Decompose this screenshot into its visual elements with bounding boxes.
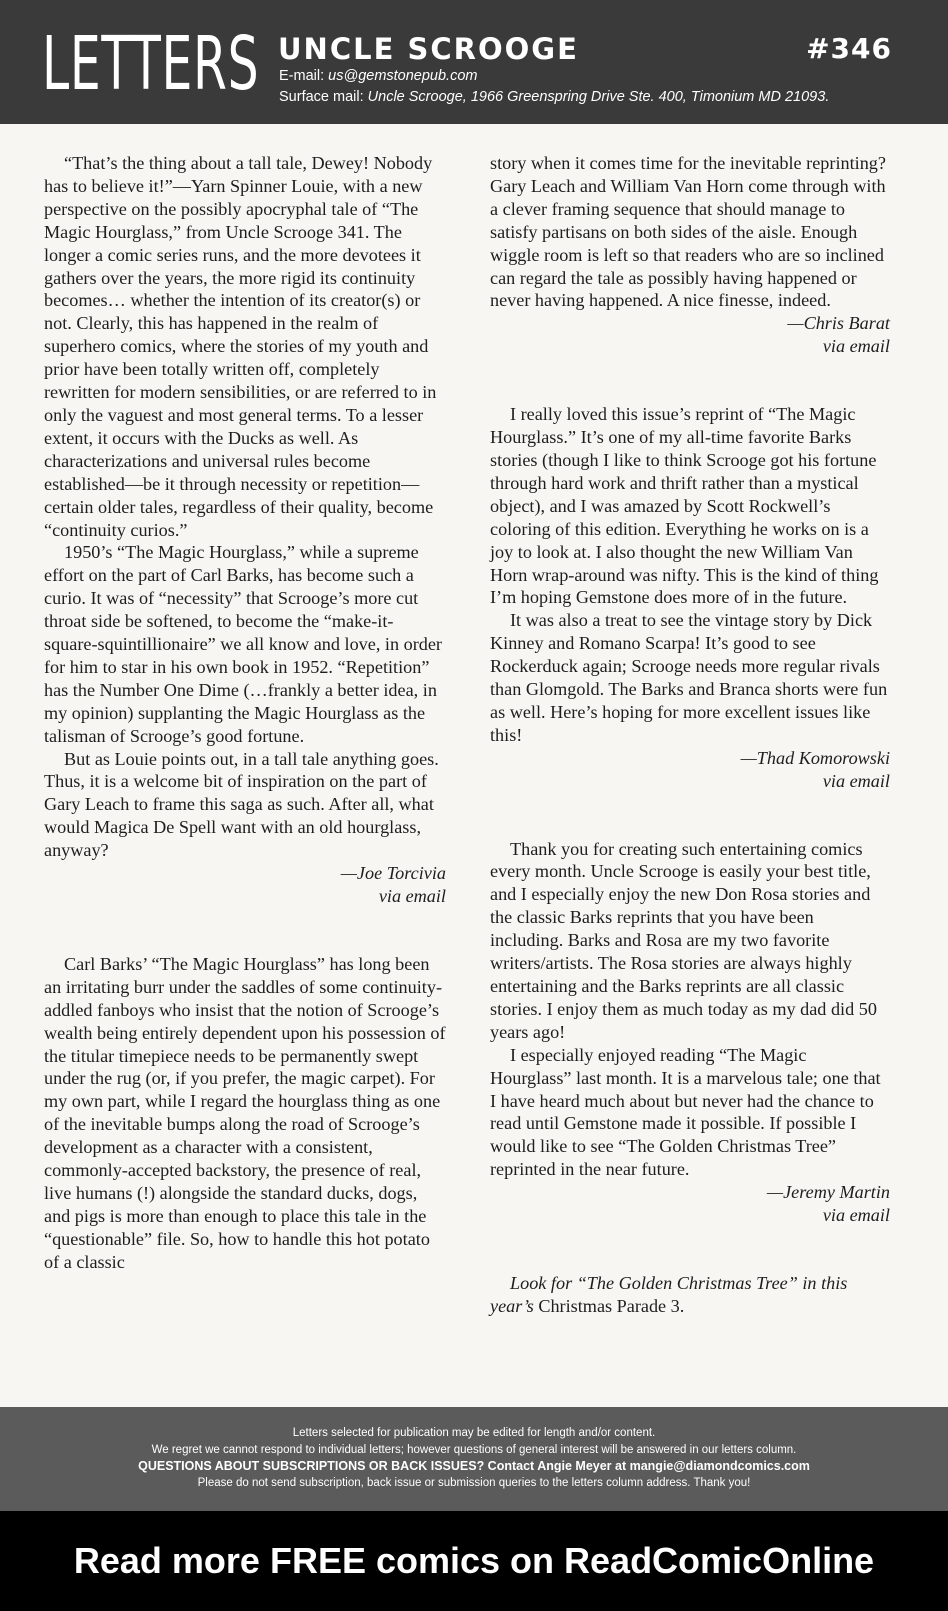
letters-logo: LETTERS — [42, 21, 260, 107]
letter-paragraph: I especially enjoyed reading “The Magic Hourglass” last month. It is a marvelous tale; one that I have heard much about but never had the chance to read until Gemstone made it possible. If possible I would like to see “The Golden Christmas Tree” reprinted in the near future. — [490, 1044, 881, 1180]
magazine-title: UNCLE SCROOGE — [278, 32, 579, 66]
letter-paragraph: “That’s the thing about a tall tale, Dewey! Nobody has to believe it!”—Yarn Spinner Louie, with a new perspective on the possibly apocryphal tale of “The Magic Hourglass,” from Uncle Scrooge 341. The longer a comic series runs, and the more devotees it gathers over the years, the more rigid its continuity becomes… whether the intention of its creator(s) or not. Clearly, this has happened in the realm of superhero comics, where the stories of my youth and prior have been totally written off, completely rewritten for modern sensibilities, or are referred to in only the vaguest and most general terms. To a lesser extent, it occurs with the Ducks as well. As characterizations and universal rules become established—be it through necessity or repetition—certain older tales, regardless of their quality, become “continuity curios.” — [44, 153, 437, 540]
footer-line-4: Please do not send subscription, back issue or submission queries to the letters column address. Thank you! — [197, 1476, 751, 1489]
email-label: E-mail: — [279, 68, 329, 84]
mail-label: Surface mail: — [279, 89, 368, 105]
letter-paragraph: But as Louie points out, in a tall tale anything goes. Thus, it is a welcome bit of inspiration on the part of Gary Leach to frame this saga as such. After all, what would Magica De Spell want with an old hourglass, anyway? — [44, 748, 439, 861]
letter-author: —Joe Torcivia — [340, 863, 446, 884]
right-column — [490, 152, 890, 1318]
letter-via: via email — [822, 770, 890, 791]
left-column — [44, 152, 446, 1274]
letter-author: —Thad Komorowski — [740, 747, 890, 768]
letter-1 — [44, 152, 446, 908]
letter-4 — [490, 838, 890, 1227]
readcomiconline-banner[interactable]: Read more FREE comics on ReadComicOnline — [73, 1540, 875, 1581]
letter-author: —Chris Barat — [787, 313, 890, 334]
letter-author: —Jeremy Martin — [766, 1182, 890, 1203]
mail-line — [279, 89, 829, 105]
letter-2-part-2 — [490, 152, 890, 358]
email-line — [279, 68, 477, 84]
editor-reply-title: Christmas Parade 3. — [538, 1295, 685, 1316]
letter-via: via email — [822, 1205, 890, 1226]
letter-paragraph: Thank you for creating such entertaining comics every month. Uncle Scrooge is easily your best title, and I especially enjoy the new Don Rosa stories and the classic Barks reprints that you have been including. Barks and Rosa are my two favorite writers/artists. The Rosa stories are always highly entertaining and the Barks reprints are all classic stories. I enjoy them as much today as my dad did 50 years ago! — [490, 838, 877, 1042]
letters-header — [0, 0, 948, 124]
footer-line-2: We regret we cannot respond to individual letters; however questions of general interest will be answered in our letters column. — [151, 1443, 797, 1456]
letter-paragraph: I really loved this issue’s reprint of “The Magic Hourglass.” It’s one of my all-time favorite Barks stories (though I like to think Scrooge got his fortune through hard work and thrift rather than a mystical object), and I was amazed by Scott Rockwell’s coloring of this edition. Everything he works on is a joy to look at. I also thought the new William Van Horn wrap-around was nifty. This is the kind of thing I’m hoping Gemstone does more of in the future. — [490, 404, 879, 608]
editor-reply — [490, 1272, 890, 1318]
email-address: us@gemstonepub.com — [328, 68, 478, 84]
mail-address: Uncle Scrooge, 1966 Greenspring Drive Ste. 400, Timonium MD 21093. — [367, 89, 830, 105]
issue-number: #346 — [806, 32, 892, 65]
editor-reply-text: Look for “The Golden Christmas Tree” in this year’s — [490, 1272, 848, 1316]
letter-via: via email — [378, 886, 446, 906]
letter-via: via email — [822, 336, 890, 357]
footer-line-1: Letters selected for publication may be edited for length and/or content. — [292, 1427, 656, 1439]
letter-paragraph: story when it comes time for the inevitable reprinting? Gary Leach and William Van Horn come through with a clever framing sequence that should manage to satisfy partisans on both sides of the aisle. Enough wiggle room is left so that readers who are so inclined can regard the tale as possibly having happened or never having happened. A nice finesse, indeed. — [490, 153, 886, 311]
letter-paragraph: Carl Barks’ “The Magic Hourglass” has long been an irritating burr under the saddles of some continuity-addled fanboys who insist that the notion of Scrooge’s wealth being entirely dependent upon his possession of the titular timepiece needs to be permanently swept under the rug (or, if you prefer, the magic carpet). For my own part, while I regard the hourglass thing as one of the inevitable bumps along the road of Scrooge’s development as a character with a consistent, commonly-accepted backstory, the presence of real, live humans (!) alongside the standard ducks, dogs, and pigs is more than enough to place this tale in the “questionable” file. So, how to handle this hot potato of a classic — [44, 953, 446, 1272]
letter-paragraph: 1950’s “The Magic Hourglass,” while a supreme effort on the part of Carl Barks, has become such a curio. It was of “necessity” that Scrooge’s more cut throat side be softened, to become the “make-it-square-squintillionaire” we all know and love, in order for him to star in his own book in 1952. “Repetition” has the Number One Dime (…frankly a better idea, in my opinion) supplanting the Magic Hourglass as the talisman of Scrooge’s good fortune. — [44, 542, 442, 746]
letters-footer — [0, 1407, 948, 1511]
letter-paragraph: It was also a treat to see the vintage story by Dick Kinney and Romano Scarpa! It’s good to see Rockerduck again; Scrooge needs more regular rivals than Glomgold. The Barks and Branca shorts were fun as well. Here’s hoping for more excellent issues like this! — [490, 610, 888, 745]
letter-2-part-1 — [44, 953, 446, 1274]
letter-3 — [490, 403, 890, 792]
footer-line-3: QUESTIONS ABOUT SUBSCRIPTIONS OR BACK ISSUES? Contact Angie Meyer at mangie@diamondcomics.com — [138, 1459, 810, 1473]
